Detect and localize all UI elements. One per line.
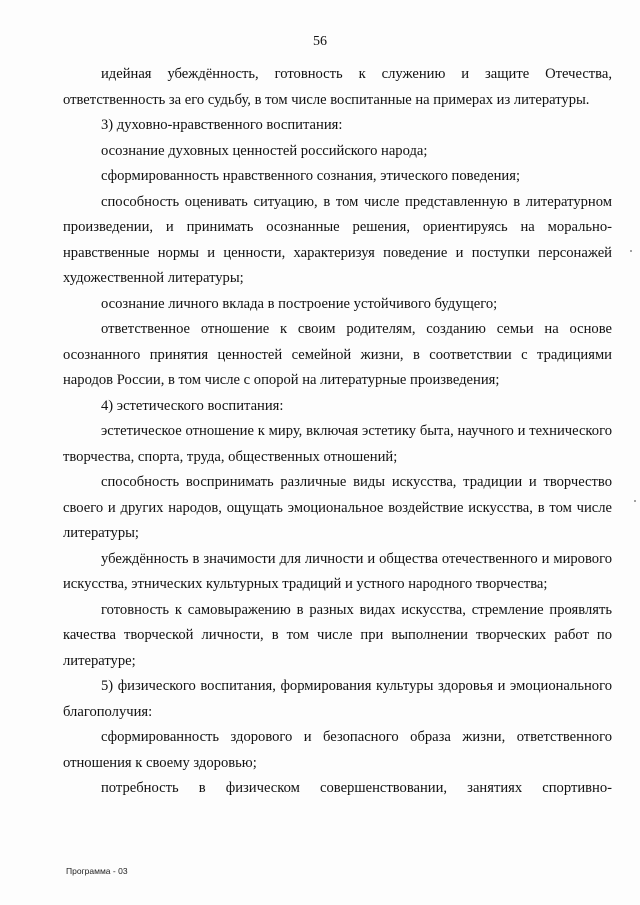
paragraph: эстетическое отношение к миру, включая эстетику быта, научного и технического творчества, спорта, труда, общественных отношений; xyxy=(63,423,612,465)
section-heading: 4) эстетического воспитания: xyxy=(101,397,284,414)
paragraph: способность оценивать ситуацию, в том числе представленную в литературном произведении, и принимать осознанные решения, ориентируясь на морально-нравственные нормы и ценности, характеризуя поведение и поступки персонажей художественной литературы; xyxy=(63,193,612,286)
paragraph: идейная убеждённость, готовность к служению и защите Отечества, ответственность за его судьбу, в том числе воспитанные на примерах из литературы. xyxy=(63,66,612,108)
section-heading: 5) физического воспитания, формирования культуры здоровья и эмоционального благополучия: xyxy=(63,678,612,720)
paragraph: осознание личного вклада в построение устойчивого будущего; xyxy=(101,295,498,312)
paragraph: осознание духовных ценностей российского народа; xyxy=(101,142,428,159)
paragraph: сформированность здорового и безопасного образа жизни, ответственного отношения к своему здоровью; xyxy=(63,729,612,771)
paragraph: убеждённость в значимости для личности и общества отечественного и мирового искусства, этнических культурных традиций и устного народного творчества; xyxy=(63,550,612,592)
scan-artifact xyxy=(630,250,632,252)
paragraph: сформированность нравственного сознания, этического поведения; xyxy=(101,168,521,184)
footer-label: Программа - 03 xyxy=(66,866,128,876)
paragraph: ответственное отношение к своим родителям, созданию семьи на основе осознанного принятия ценностей семейной жизни, в соответствии с традициями народов России, в том числе с опорой на литературные произведения; xyxy=(63,321,612,388)
scan-artifact xyxy=(634,500,636,502)
section-heading: 3) духовно-нравственного воспитания: xyxy=(101,117,343,133)
page-number: 56 xyxy=(313,34,327,49)
body-text xyxy=(63,62,612,802)
paragraph: способность воспринимать различные виды искусства, традиции и творчество своего и других народов, ощущать эмоциональное воздействие искусства, в том числе литературы; xyxy=(63,474,612,541)
paragraph: готовность к самовыражению в разных видах искусства, стремление проявлять качества творческой личности, в том числе при выполнении творческих работ по литературе; xyxy=(63,601,612,669)
paragraph: потребность в физическом совершенствовании, занятиях спортивно- xyxy=(101,780,612,796)
